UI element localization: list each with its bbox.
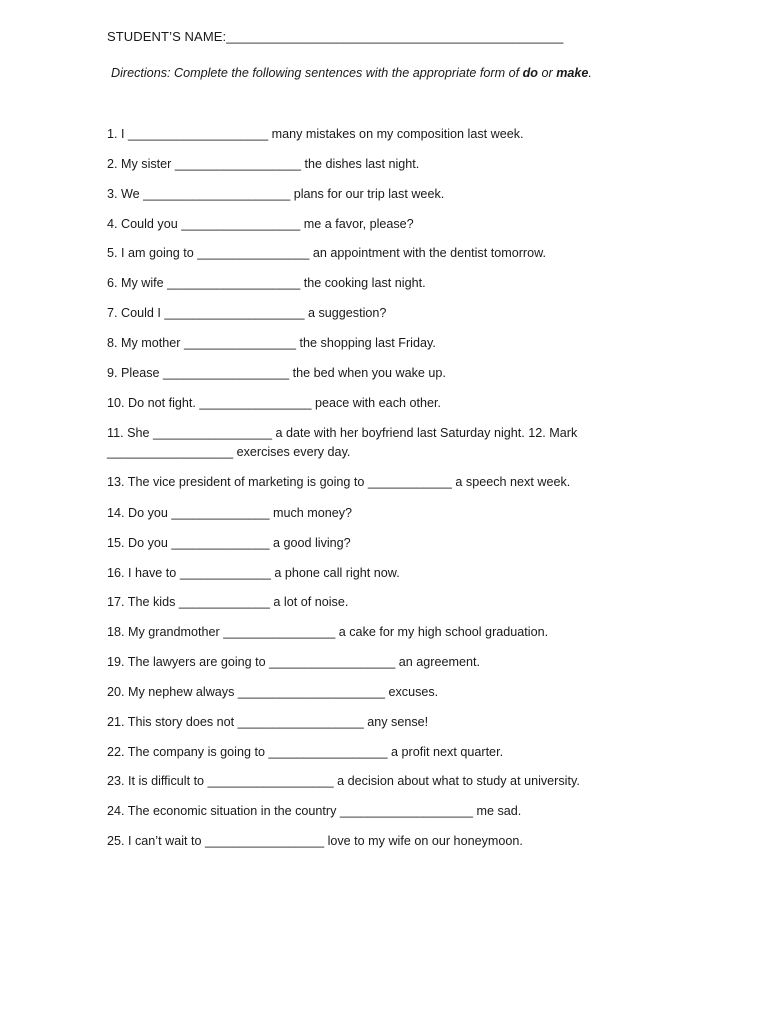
directions-prefix: Directions: Complete the following sentences with the appropriate form of (111, 66, 523, 80)
directions-text (111, 66, 592, 80)
question-11: 11. She _________________ a date with her boyfriend last Saturday night. 12. Mark (107, 426, 578, 440)
question-10: 10. Do not fight. ________________ peace with each other. (107, 396, 441, 410)
question-19: 19. The lawyers are going to __________________ an agreement. (107, 655, 480, 669)
question-4: 4. Could you _________________ me a favor, please? (107, 217, 414, 231)
directions-suffix: . (588, 66, 592, 80)
question-3: 3. We _____________________ plans for our trip last week. (107, 187, 445, 201)
question-20: 20. My nephew always _____________________ excuses. (107, 685, 439, 699)
question-9: 9. Please __________________ the bed when you wake up. (107, 366, 446, 380)
question-17: 17. The kids _____________ a lot of noise. (107, 595, 349, 609)
question-23: 23. It is difficult to __________________ a decision about what to study at university. (107, 774, 580, 788)
question-13: 13. The vice president of marketing is going to ____________ a speech next week. (107, 475, 571, 489)
directions-word-make: make (556, 66, 589, 80)
question-5: 5. I am going to ________________ an appointment with the dentist tomorrow. (107, 246, 546, 260)
student-name-field: STUDENT’S NAME:______________________________________________ (107, 29, 564, 44)
question-21: 21. This story does not __________________ any sense! (107, 715, 429, 729)
directions-word-do: do (522, 66, 538, 80)
question-25: 25. I can’t wait to _________________ love to my wife on our honeymoon. (107, 834, 523, 848)
question-24: 24. The economic situation in the country ___________________ me sad. (107, 804, 522, 818)
question-16: 16. I have to _____________ a phone call right now. (107, 566, 400, 580)
question-6: 6. My wife ___________________ the cooking last night. (107, 276, 426, 290)
question-12-continuation: __________________ exercises every day. (107, 445, 351, 459)
question-18: 18. My grandmother ________________ a cake for my high school graduation. (107, 625, 549, 639)
question-15: 15. Do you ______________ a good living? (107, 536, 351, 550)
question-14: 14. Do you ______________ much money? (107, 506, 353, 520)
question-8: 8. My mother ________________ the shopping last Friday. (107, 336, 436, 350)
question-2: 2. My sister __________________ the dishes last night. (107, 157, 420, 171)
question-7: 7. Could I ____________________ a suggestion? (107, 306, 387, 320)
question-22: 22. The company is going to _________________ a profit next quarter. (107, 745, 504, 759)
directions-middle: or (538, 66, 557, 80)
question-1: 1. I ____________________ many mistakes on my composition last week. (107, 127, 524, 141)
